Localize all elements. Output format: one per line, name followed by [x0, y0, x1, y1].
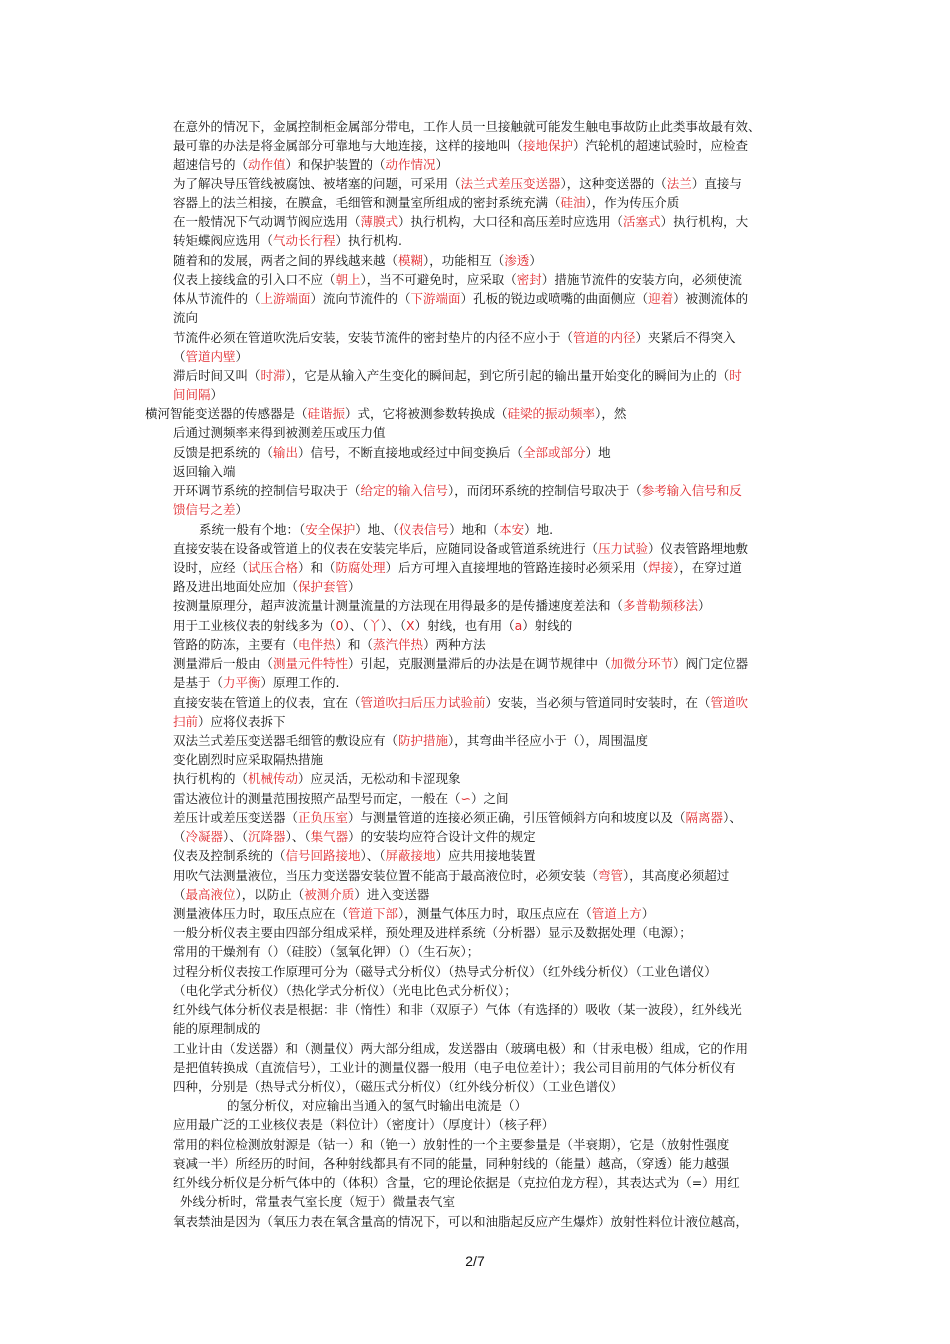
answer-text: 焊接 [648, 560, 674, 575]
answer-text: 上游端面 [260, 291, 311, 306]
text-line [173, 251, 542, 270]
question-text: ），这种变送器的（ [560, 176, 667, 191]
question-text: ） [529, 253, 542, 268]
text-line [173, 481, 742, 500]
answer-text: 密封 [516, 272, 542, 287]
question-text: 体从节流件的（ [173, 291, 261, 306]
text-line [173, 328, 736, 347]
question-text: 按测量原理分，超声波流量计测量流量的方法现在用得最多的是传播速度差法和（ [173, 598, 624, 613]
answer-text: 隔离器 [685, 810, 724, 825]
text-line [173, 712, 286, 731]
answer-text: 屏蔽接地 [385, 848, 436, 863]
answer-text: ∽ [460, 791, 471, 806]
answer-text: 本安 [499, 522, 525, 537]
answer-text: 给定的输入信号 [360, 483, 449, 498]
text-line [173, 366, 742, 385]
answer-text: 保护套管 [298, 579, 349, 594]
question-text: 随着和的发展，两者之间的界线越来越（ [173, 253, 399, 268]
answer-text: 管道的内径 [573, 330, 636, 345]
question-text: 常用的料位检测放射源是（钴一）和（铯一）放射性的一个主要参量是（半衰期），它是（放射性强度 [173, 1137, 730, 1152]
answer-text: 防护措施 [398, 733, 449, 748]
text-line [173, 885, 429, 904]
question-text: 是把值转换成（直流信号），工业计的测量仪器一般用（电子电位差计）；我公司目前用的气体分析仪有 [173, 1060, 736, 1075]
question-text: ），其弯曲半径应小于（），周围温度 [448, 733, 649, 748]
question-text: 氧表禁油是因为（氧压力表在氧含量高的情况下，可以和油脂起反应产生爆炸）放射性料位计液位越高， [173, 1214, 749, 1229]
question-text: 外线分析时，常量表气室长度（短于）微量表气室 [180, 1194, 456, 1209]
text-line [173, 155, 448, 174]
answer-text: 丫 [368, 618, 381, 633]
answer-text: 测量元件特性 [273, 656, 349, 671]
question-text: 后通过测频率来得到被测差压或压力值 [173, 425, 386, 440]
answer-text: 气动长行程 [273, 233, 336, 248]
text-line [173, 462, 236, 481]
question-text: 返回输入端 [173, 464, 236, 479]
text-line [173, 558, 742, 577]
answer-text: 模糊 [398, 253, 424, 268]
question-text: ）直接与 [691, 176, 742, 191]
question-text: 反馈是把系统的（ [173, 445, 274, 460]
answer-text: 下游端面 [410, 291, 461, 306]
text-line [173, 808, 742, 827]
text-line [173, 654, 748, 673]
text-line [173, 596, 711, 615]
text-line [173, 1135, 729, 1154]
question-text: ）引起，克服测量滞后的办法是在调节规律中（ [348, 656, 611, 671]
question-text: ）流向节流件的（ [310, 291, 411, 306]
question-text: ）执行机构，大口径和高压差时应选用（ [398, 214, 624, 229]
answer-text: 扫前 [173, 714, 199, 729]
question-text: ），然 [595, 406, 627, 421]
question-text: 设时，应经（ [173, 560, 249, 575]
question-text: 节流件必须在管道吹洗后安装，安装节流件的密封垫片的内径不应小于（ [173, 330, 574, 345]
question-text: 常用的干燥剂有（）（硅胶）（氢氧化钾）（）（生石灰）； [173, 944, 480, 959]
answer-text: 动作情况 [385, 157, 436, 172]
text-line [173, 1058, 736, 1077]
question-text: 横河智能变送器的传感器是（ [145, 406, 308, 421]
answer-text: 试压合格 [248, 560, 299, 575]
text-line [173, 443, 611, 462]
text-line [173, 308, 198, 327]
text-line [173, 904, 654, 923]
answer-text: 动作值 [248, 157, 286, 172]
answer-text: 防腐处理 [335, 560, 386, 575]
question-text: 在意外的情况下，金属控制柜金属部分带电，工作人员一旦接触就可能发生触电事故防止此类事故最有效、 [173, 119, 761, 134]
question-text: ），而闭环系统的控制信号取决于（ [448, 483, 642, 498]
answer-text: 沉降器 [248, 829, 286, 844]
question-text: ）地 [585, 445, 611, 460]
text-line [173, 1115, 554, 1134]
text-line [173, 673, 340, 692]
question-text: ）式，它将被测参数转换成（ [345, 406, 508, 421]
question-text: 一般分析仪表主要由四部分组成采样，预处理及进样系统（分析器）显示及数据处理（电源）； [173, 925, 692, 940]
text-line [173, 1154, 729, 1173]
question-text: ），在穿过道 [673, 560, 742, 575]
answer-text: 集气器 [310, 829, 349, 844]
question-text: ），测量气体压力时，取压点应在（ [398, 906, 592, 921]
question-text: 容器上的法兰相接，在膜盒，毛细管和测量室所组成的密封系统充满（ [173, 195, 561, 210]
text-line [173, 117, 761, 136]
question-text: ），当不可避免时，应采取（ [360, 272, 517, 287]
question-text: ）、（ [381, 618, 407, 633]
text-line [173, 231, 402, 250]
question-text: 能的原理制成的 [173, 1021, 261, 1036]
text-line [173, 1019, 261, 1038]
question-text: ）原理工作的. [260, 675, 340, 690]
question-text: （电化学式分析仪）（热化学式分析仪）（光电比色式分析仪）； [173, 983, 517, 998]
text-line [173, 866, 729, 885]
answer-text: 多普勒频移法 [623, 598, 699, 613]
question-text: 用吹气法测量液位，当压力变送器安装位置不能高于最高液位时，必须安装（ [173, 868, 599, 883]
answer-text: 渗透 [504, 253, 530, 268]
text-line [173, 635, 486, 654]
answer-text: 弯管 [598, 868, 624, 883]
text-line [173, 1077, 623, 1096]
text-line [173, 1173, 740, 1192]
question-text: ），以防止（ [235, 887, 305, 902]
question-text: ） [235, 502, 249, 517]
answer-text: 电伴热 [298, 637, 336, 652]
question-text: ） [210, 387, 224, 402]
question-text: 系统一般有个地：（ [199, 522, 306, 537]
question-text: 直接安装在管道上的仪表，宜在（ [173, 695, 361, 710]
question-text: 差压计或差压变送器（ [173, 810, 299, 825]
page-number: 2/7 [465, 1253, 485, 1269]
question-text: ）阀门定位器 [673, 656, 749, 671]
question-text: 测量滞后一般由（ [173, 656, 274, 671]
question-text: ）执行机构，大 [660, 214, 749, 229]
answer-text: 最高液位 [185, 887, 236, 902]
question-text: 路及进出地面处应加（ [173, 579, 299, 594]
question-text: ）安装，当必须与管道同时安装时，在（ [485, 695, 711, 710]
question-text: ）、（ [360, 848, 386, 863]
question-text: 流向 [173, 310, 199, 325]
answer-text: a [514, 618, 523, 633]
question-text: ）、 [723, 810, 742, 825]
question-text: ）和（ [298, 560, 336, 575]
text-line [173, 136, 748, 155]
question-text: ）应将仪表拆下 [198, 714, 286, 729]
question-text: ） [641, 906, 655, 921]
question-text: 超速信号的（ [173, 157, 249, 172]
question-text: ）、（ [285, 829, 311, 844]
answer-text: 安全保护 [305, 522, 356, 537]
question-text: ）应灵活，无松动和卡涩现象 [298, 771, 461, 786]
question-text: ）应共用接地装置 [435, 848, 536, 863]
answer-text: 全部或部分 [523, 445, 586, 460]
question-text: 转矩蝶阀应选用（ [173, 233, 274, 248]
question-text: 过程分析仪表按工作原理可分为（磁导式分析仪）（热导式分析仪）（红外线分析仪）（工业色谱仪） [173, 964, 717, 979]
question-text: ），作为传压介质 [585, 195, 680, 210]
text-line [173, 827, 536, 846]
answer-text: 加微分环节 [610, 656, 674, 671]
text-line [199, 520, 553, 539]
question-text: ）和保护装置的（ [285, 157, 386, 172]
question-text: ）后方可埋入直接埋地的管路连接时必须采用（ [385, 560, 649, 575]
question-text: 直接安装在设备或管道上的仪表在安装完毕后，应随同设备或管道系统进行（ [173, 541, 599, 556]
answer-text: 时滞 [260, 368, 286, 383]
answer-text: 法兰式差压变送器 [460, 176, 561, 191]
text-line [173, 962, 717, 981]
question-text: 红外线气体分析仪表是根据：非（惰性）和非（双原子）气体（有选择的）吸收（某一波段），红外线光 [173, 1002, 742, 1017]
question-text: ） [435, 157, 449, 172]
text-line [173, 1000, 742, 1019]
question-text: ） [698, 598, 711, 613]
question-text: 雷达液位计的测量范围按照产品型号而定，一般在（ [173, 791, 461, 806]
question-text: 变化剧烈时应采取隔热措施 [173, 752, 324, 767]
answer-text: 管道吹 [710, 695, 749, 710]
question-text: 的氢分析仪，对应输出当通入的氢气时输出电流是（） [227, 1098, 528, 1113]
question-text: 管路的防冻，主要有（ [173, 637, 299, 652]
question-text: ） [235, 349, 249, 364]
question-text: ）和（ [335, 637, 374, 652]
answer-text: 时 [729, 368, 742, 383]
text-line [145, 404, 626, 423]
question-text: ）地. [524, 522, 554, 537]
text-line [173, 750, 323, 769]
text-line [227, 1096, 527, 1115]
question-text: （ [173, 887, 186, 902]
question-text: 四种，分别是（热导式分析仪），（磁压式分析仪）（红外线分析仪）（工业色谱仪） [173, 1079, 624, 1094]
text-line [173, 347, 248, 366]
text-line [173, 423, 386, 442]
text-line [173, 577, 361, 596]
answer-text: 管道吹扫后压力试验前 [360, 695, 486, 710]
answer-text: 机械传动 [248, 771, 299, 786]
answer-text: 活塞式 [623, 214, 661, 229]
question-text: 在一般情况下气动调节阀应选用（ [173, 214, 361, 229]
question-text: ）仪表管路埋地敷 [648, 541, 749, 556]
answer-text: 间间隔 [173, 387, 211, 402]
answer-text: 力平衡 [223, 675, 261, 690]
question-text: 是基于（ [173, 675, 224, 690]
answer-text: 被测介质 [304, 887, 355, 902]
question-text: ）夹紧后不得突入 [635, 330, 736, 345]
answer-text: 法兰 [666, 176, 692, 191]
question-text: 最可靠的办法是将金属部分可靠地与大地连接，这样的接地叫（ [173, 138, 524, 153]
answer-text: 仪表信号 [399, 522, 450, 537]
text-line [173, 539, 748, 558]
question-text: ）之间 [471, 791, 509, 806]
text-line [173, 212, 748, 231]
question-text: ）孔板的锐边或喷嘴的曲面侧应（ [460, 291, 649, 306]
text-line [173, 981, 517, 1000]
answer-text: 朝上 [335, 272, 361, 287]
question-text: ）进入变送器 [354, 887, 430, 902]
question-text: （ [173, 349, 186, 364]
question-text: ）汽轮机的超速试验时，应检查 [573, 138, 749, 153]
question-text: 仪表及控制系统的（ [173, 848, 286, 863]
question-text: ），其高度必须超过 [623, 868, 730, 883]
question-text: 执行机构的（ [173, 771, 249, 786]
answer-text: 馈信号之差 [173, 502, 236, 517]
answer-text: 信号回路接地 [285, 848, 361, 863]
question-text: （ [173, 829, 186, 844]
question-text: ）的安装均应符合设计文件的规定 [348, 829, 536, 844]
question-text: 仪表上接线盒的引入口不应（ [173, 272, 336, 287]
answer-text: 硅梁的振动频率 [507, 406, 596, 421]
text-line [180, 1192, 455, 1211]
text-line [173, 693, 748, 712]
text-line [173, 193, 679, 212]
question-text: ）两种方法 [423, 637, 486, 652]
question-text: 工业计由（发送器）和（测量仪）两大部分组成，发送器由（玻璃电极）和（甘汞电极）组成，它的作用 [173, 1041, 749, 1056]
text-line [173, 174, 742, 193]
answer-text: 硅谐振 [307, 406, 346, 421]
answer-text: 管道内壁 [185, 349, 236, 364]
question-text: ）被测流体的 [673, 291, 749, 306]
text-line [173, 1039, 748, 1058]
answer-text: 冷凝器 [185, 829, 224, 844]
text-line [173, 270, 742, 289]
text-line [173, 1212, 748, 1231]
question-text: ）地、（ [355, 522, 400, 537]
question-text: ）措施节流件的安装方向，必须使流 [541, 272, 742, 287]
question-text: ）执行机构. [335, 233, 403, 248]
question-text: 应用最广泛的工业核仪表是（料位计）（密度计）（厚度计）（核子秤） [173, 1117, 555, 1132]
question-text: 衰减一半）所经历的时间，各种射线都具有不同的能量，同种射线的（能量）越高，（穿透）能力越强 [173, 1156, 730, 1171]
question-text: 用于工业核仪表的射线多为（ [173, 618, 336, 633]
answer-text: 压力试验 [598, 541, 649, 556]
question-text: ），它是从输入产生变化的瞬间起，到它所引起的输出量开始变化的瞬间为止的（ [285, 368, 730, 383]
answer-text: 蒸汽伴热 [373, 637, 424, 652]
answer-text: 管道上方 [591, 906, 642, 921]
question-text: ）信号，不断直接地或经过中间变换后（ [298, 445, 524, 460]
answer-text: 0 [335, 618, 344, 633]
answer-text: 管道下部 [348, 906, 399, 921]
answer-text: 输出 [273, 445, 299, 460]
question-text: ）与测量管道的连接必须正确，引压管倾斜方向和坡度以及（ [348, 810, 686, 825]
question-text: 双法兰式差压变送器毛细管的敷设应有（ [173, 733, 399, 748]
question-text: 滞后时间又叫（ [173, 368, 261, 383]
question-text: ）射线，也有用（ [414, 618, 515, 633]
text-line [173, 846, 536, 865]
question-text: ）地和（ [449, 522, 500, 537]
answer-text: 接地保护 [523, 138, 574, 153]
question-text: ） [348, 579, 361, 594]
text-line [173, 289, 748, 308]
question-text: 为了解决导压管线被腐蚀、被堵塞的问题，可采用（ [173, 176, 461, 191]
text-line [173, 769, 461, 788]
question-text: 红外线分析仪是分析气体中的（体积）含量，它的理论依据是（克拉伯龙方程），其表达式为（=）用红 [173, 1175, 740, 1190]
text-line [173, 942, 479, 961]
question-text: ）、（ [343, 618, 369, 633]
answer-text: X [406, 618, 415, 633]
answer-text: 薄膜式 [360, 214, 399, 229]
text-line [173, 616, 572, 635]
text-line [173, 385, 223, 404]
question-text: 开环调节系统的控制信号取决于（ [173, 483, 361, 498]
text-line [173, 789, 509, 808]
text-line [173, 731, 648, 750]
question-text: 测量液体压力时，取压点应在（ [173, 906, 349, 921]
answer-text: 迎着 [648, 291, 674, 306]
answer-text: 正负压室 [298, 810, 349, 825]
text-line [173, 923, 692, 942]
text-line [173, 500, 248, 519]
question-text: ）射线的 [522, 618, 573, 633]
answer-text: 参考输入信号和反 [641, 483, 742, 498]
question-text: ），功能相互（ [423, 253, 505, 268]
answer-text: 硅油 [560, 195, 586, 210]
question-text: ）、（ [223, 829, 249, 844]
